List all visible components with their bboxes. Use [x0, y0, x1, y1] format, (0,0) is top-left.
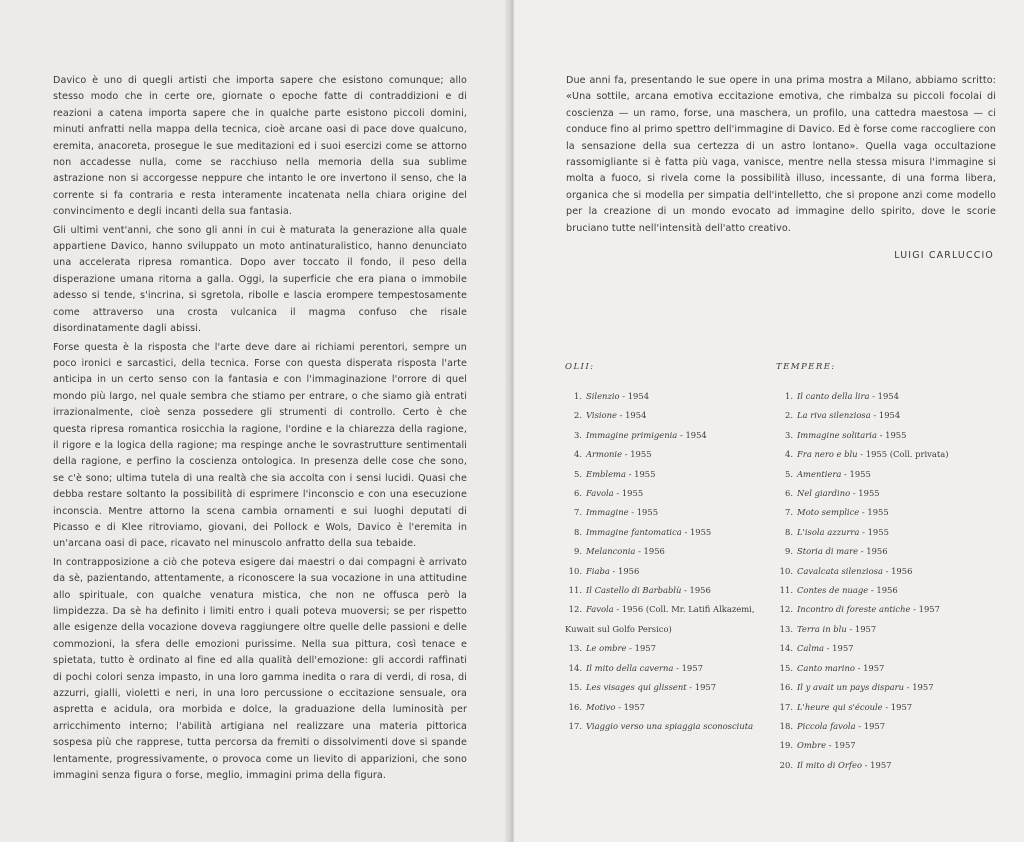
tempere-items	[776, 387, 1024, 775]
tempere-item-title: Il canto della lira	[797, 391, 870, 401]
tempere-item-title: Il y avait un pays disparu	[797, 682, 905, 693]
intro-text	[566, 73, 996, 237]
oli-item-number: 14.	[568, 662, 582, 673]
oli-item	[565, 678, 770, 697]
oli-item-details: - 1956 (Coll. Mr. Latifi Alkazemi, Kuwait sul Golfo Persico)	[565, 604, 755, 634]
oli-list	[565, 362, 770, 736]
tempere-item	[776, 698, 1024, 717]
tempere-item-title: Canto marino	[797, 662, 855, 673]
essay-paragraph-2: Gli ultimi vent'anni, che sono gli anni in cui è maturata la generazione alla quale appartiene Davico, hanno sviluppato un moto antinaturalistico, hanno denunciato una accelerata ripresa romantica. Dopo aver toccato il fondo, il peso della disperazione umana ritorna a galla. Oggi, la superficie che era piana o immobile adesso si tende, s'incrina, si sgretola, ribolle e lascia erompere tempestosamente come attraverso una crosta vulcanica il magma confuso che risale disordinatamente dagli abissi.	[53, 224, 467, 335]
oli-item	[565, 523, 770, 542]
oli-item-details: - 1955	[622, 449, 652, 460]
tempere-item-details: - 1955	[859, 507, 889, 518]
oli-item	[565, 387, 770, 406]
tempere-item	[776, 445, 1024, 464]
oli-item-number: 9.	[574, 546, 582, 557]
tempere-item	[776, 600, 1024, 619]
oli-item-number: 1.	[574, 391, 582, 401]
oli-item-number: 6.	[574, 488, 582, 499]
oli-item-details: - 1956	[635, 546, 665, 557]
tempere-item-title: Piccola favola	[797, 720, 856, 731]
tempere-item-details: - 1955	[850, 488, 880, 499]
oli-item	[565, 406, 770, 425]
tempere-item-number: 1.	[785, 391, 793, 401]
tempere-item-details: - 1956	[868, 585, 898, 596]
tempere-item	[776, 426, 1024, 445]
tempere-item-number: 13.	[779, 623, 793, 634]
intro-paragraph: Due anni fa, presentando le sue opere in una prima mostra a Milano, abbiamo scritto: «Una sottile, arcana emotiva eccitazione emotiva, che rimbalza su piccoli focolai di coscienza — un ramo, forse, una maschera, un profilo, una cattedra maestosa — ci conduce fino al primo spettro dell'immagine di Davico. Ed è forse come raccogliere con la sensazione della sua certezza di un astro lontano». Quella vaga occultazione rassomigliante si è fatta più vaga, vanisce, mentre nella stessa misura l'immagine si molta a fuoco, si rivela come la possibilità illuso, incessante, di una forma libera, organica che si modella per simpatia dell'intelletto, che si propone anzi come modello per la creazione di un mondo evocato ad immagine dello spirito, dove le scorie bruciano tutte nell'intensità dell'atto creativo.	[566, 75, 996, 234]
tempere-item-title: Storia di mare	[797, 546, 859, 557]
tempere-item	[776, 465, 1024, 484]
tempere-item-title: Moto semplice	[797, 507, 860, 518]
oli-item-title: Emblema	[586, 468, 626, 479]
tempere-item-number: 6.	[785, 488, 793, 499]
tempere-item-number: 2.	[785, 410, 793, 421]
tempere-item-title: Cavalcata silenziosa	[797, 565, 883, 576]
author-signature: LUIGI CARLUCCIO	[894, 250, 994, 261]
tempere-item-title: Contes de nuage	[797, 585, 869, 596]
tempere-item-details: - 1957	[910, 604, 940, 615]
oli-item-title: Melanconia	[586, 546, 636, 557]
oli-item-title: Le ombre	[586, 643, 627, 654]
tempere-item-number: 4.	[785, 449, 793, 460]
tempere-item	[776, 620, 1024, 639]
oli-item-details: - 1955	[613, 488, 644, 499]
tempere-item	[776, 678, 1024, 697]
tempere-item-number: 12.	[779, 604, 793, 615]
oli-item-number: 7.	[574, 507, 582, 518]
tempere-item-number: 14.	[779, 643, 793, 654]
tempere-heading: TEMPERE:	[776, 362, 836, 372]
tempere-item-number: 11.	[779, 585, 793, 596]
tempere-item	[776, 562, 1024, 581]
oli-item-details: - 1957	[686, 682, 717, 693]
tempere-list	[776, 362, 1024, 775]
tempere-item-number: 17.	[779, 701, 793, 712]
oli-item-details: - 1957	[615, 701, 645, 712]
oli-item-title: Silenzio	[586, 391, 620, 401]
oli-item-number: 4.	[574, 449, 582, 460]
tempere-item-details: - 1955 (Coll. privata)	[857, 449, 949, 460]
oli-item-title: Favola	[586, 488, 614, 499]
tempere-item	[776, 523, 1024, 542]
essay-paragraph-4: In contrapposizione a ciò che poteva esigere dai maestri o dai compagni è arrivato da sè, pazientando, attentamente, a riconoscere la sua vocazione in una attitudine allo spirituale, con qualche venatura mistica, che non ne offusca però la limpidezza. Da sè ha definito i limiti entro i quali poteva muoversi; se per rispetto alle esigenze della vocazione doveva raggiungere oltre quelle delle passioni e delle commozioni, la sfera delle emozioni purissime. Nella sua pittura, così tenace e spietata, tutto è ordinato al fine ed alla qualità dell'emozione: gli accordi raffinati di pochi colori senza impasto, in una loro gamma inedita o rara di verdi, di rosa, di azzurri, gialli, violetti e neri, in una loro percussione o eccitazione sensuale, ora aspretta e acidula, ora morbida e dolce, la graduazione della luminosità per arricchimento interno; l'abilità artigiana nel realizzare una materia pittorica sospesa più che rapprese, tutta percorsa da fremiti o dissolvimenti dove si spande lentamente, progressivamente, o provoca come un lievito di apparizioni, che sono immagini senza figura o forse, meglio, immagini prima della figura.	[53, 556, 467, 782]
essay-text	[53, 73, 467, 786]
essay-paragraph-1: Davico è uno di quegli artisti che importa sapere che esistono comunque; allo stesso modo che in certe ore, giornate o epoche fatte di contraddizioni e di reazioni a catena importa sapere che in qualche parte esistono piccoli domini, minuti anfratti nella mappa della tecnica, cioè arcane oasi di pace dove qualcuno, eremita, anacoreta, prosegue le sue meditazioni ed i suoi esercizi come se attorno non accadesse nulla, come se racchiuso nella memoria della sua sublime astrazione non si accorgesse neppure che intanto le ore invertono il senso, che la corrente si fa contraria e resta interamente incatenata nella chiara origine del convincimento e degli incanti della sua fantasia.	[53, 75, 467, 218]
oli-item-details: - 1954	[677, 429, 707, 440]
tempere-item-title: Terra in blu	[797, 623, 847, 634]
tempere-item-title: Fra nero e blu	[797, 449, 858, 460]
oli-item-title: Visione	[586, 410, 617, 421]
oli-item-details: - 1957	[673, 662, 703, 673]
oli-item-title: Les visages qui glissent	[586, 682, 687, 693]
oli-item	[565, 426, 770, 445]
oli-item	[565, 717, 770, 736]
oli-item-details: - 1955	[628, 507, 659, 518]
tempere-item-title: Il mito di Orfeo	[797, 759, 863, 770]
tempere-item-details: - 1955	[876, 429, 907, 440]
tempere-item-details: - 1957	[904, 682, 934, 693]
tempere-item-details: - 1955	[859, 526, 889, 537]
tempere-item-number: 3.	[785, 429, 793, 440]
tempere-item-details: - 1957	[862, 759, 892, 770]
oli-item	[565, 542, 770, 561]
tempere-item	[776, 503, 1024, 522]
oli-item-number: 5.	[574, 468, 582, 479]
tempere-item-details: - 1955	[841, 468, 871, 479]
oli-item	[565, 659, 770, 678]
tempere-item-title: Nel giardino	[797, 488, 851, 499]
right-page	[514, 0, 1024, 842]
tempere-item-details: - 1957	[824, 643, 854, 654]
oli-item-details: - 1954	[616, 410, 647, 421]
oli-item-number: 8.	[574, 526, 582, 537]
tempere-item	[776, 659, 1024, 678]
tempere-item-details: - 1954	[869, 391, 899, 401]
oli-item-number: 13.	[568, 643, 582, 654]
oli-item-title: Il Castello di Barbablù	[586, 585, 682, 596]
oli-item	[565, 600, 770, 639]
oli-item-number: 3.	[574, 429, 582, 440]
oli-item-details: - 1955	[626, 468, 656, 479]
tempere-item-details: - 1957	[854, 662, 885, 673]
oli-item	[565, 581, 770, 600]
oli-item-number: 16.	[568, 701, 582, 712]
tempere-item-title: Amentiera	[797, 468, 842, 479]
tempere-item-title: La riva silenziosa	[797, 410, 871, 421]
oli-item	[565, 562, 770, 581]
essay-paragraph-3: Forse questa è la risposta che l'arte deve dare ai richiami perentori, sempre un poco ironici e sarcastici, della tecnica. Forse con questa disperata risposta l'arte anticipa in un certo senso con la fantasia e con l'immaginazione l'orrore di quel mondo più largo, nel quale sembra che stiamo per entrare, o che siamo già entrati irrazionalmente, cioè senza possedere gli strumenti di controllo. Certo è che questa ripresa romantica rosicchia la ragione, l'ordine e la chiarezza della ragione, il rigore e la logica della ragione; ma respinge anche le sovrastrutture sentimentali della ragione, e perfino la coscienza ontologica. In presenza delle cose che sono, se c'è sono; ultima tutela di una realtà che sia accolta con i sensi lucidi. Quasi che debba restare soltanto la possibilità di esprimere l'inconscio e con una esecuzione inconscia. Mentre attorno la scena cambia ornamenti e sui luoghi deputati di Picasso e di Klee ritroviamo, giovani, dei Pollock e Wols, Davico è l'eremita in un'arcana oasi di pace, ricavato nel minuscolo anfratto della sua tebaide.	[53, 341, 467, 550]
tempere-item-number: 5.	[785, 468, 793, 479]
tempere-item-number: 10.	[779, 565, 793, 576]
oli-item	[565, 503, 770, 522]
tempere-item-title: L'heure qui s'écoule	[797, 701, 883, 712]
oli-item	[565, 445, 770, 464]
tempere-item-details: - 1957	[855, 720, 886, 731]
oli-item-title: Armonie	[586, 449, 623, 460]
oli-item-title: Immagine fantomatica	[586, 526, 682, 537]
tempere-item	[776, 736, 1024, 755]
tempere-item-number: 16.	[779, 682, 793, 693]
oli-item-number: 15.	[568, 682, 582, 693]
tempere-item-details: - 1956	[882, 565, 913, 576]
oli-item	[565, 698, 770, 717]
oli-item-title: Motivo	[586, 701, 616, 712]
tempere-item-number: 19.	[779, 740, 793, 751]
oli-item	[565, 639, 770, 658]
tempere-item-title: Calma	[797, 643, 825, 654]
oli-item-title: Immagine	[586, 507, 629, 518]
tempere-item-number: 15.	[779, 662, 793, 673]
oli-item-title: Favola	[586, 604, 614, 615]
oli-item-details: - 1955	[681, 526, 712, 537]
tempere-item-number: 18.	[779, 720, 793, 731]
oli-items	[565, 387, 770, 736]
tempere-item-details: - 1957	[882, 701, 913, 712]
tempere-item	[776, 717, 1024, 736]
tempere-item	[776, 581, 1024, 600]
oli-item-title: Viaggio verso una spiaggia sconosciuta	[586, 720, 754, 731]
tempere-item-title: L'isola azzurra	[797, 526, 860, 537]
tempere-item	[776, 484, 1024, 503]
oli-item-details: - 1956	[609, 565, 640, 576]
tempere-item-details: - 1954	[870, 410, 901, 421]
oli-item-details: - 1957	[626, 643, 656, 654]
oli-item-details: - 1956	[681, 585, 711, 596]
tempere-item-title: Immagine solitaria	[797, 429, 877, 440]
tempere-item-details: - 1957	[846, 623, 877, 634]
oli-item-number: 11.	[568, 585, 582, 596]
tempere-item-details: - 1956	[858, 546, 888, 557]
oli-item-title: Il mito della caverna	[586, 662, 674, 673]
oli-item-number: 10.	[568, 565, 582, 576]
oli-item-title: Immagine primigenia	[586, 429, 678, 440]
tempere-item-details: - 1957	[826, 740, 856, 751]
oli-item-title: Fiaba	[586, 565, 610, 576]
oli-heading: OLII:	[565, 362, 595, 372]
tempere-item	[776, 639, 1024, 658]
tempere-item-title: Ombre	[797, 740, 827, 751]
tempere-item-number: 9.	[785, 546, 793, 557]
tempere-item-title: Incontro di foreste antiche	[797, 604, 911, 615]
oli-item-number: 2.	[574, 410, 582, 421]
oli-item	[565, 484, 770, 503]
tempere-item-number: 7.	[785, 507, 793, 518]
oli-item-number: 12.	[568, 604, 582, 615]
oli-item-details: - 1954	[619, 391, 650, 401]
tempere-item-number: 8.	[785, 526, 793, 537]
oli-item	[565, 465, 770, 484]
tempere-item	[776, 387, 1024, 406]
tempere-item-number: 20.	[779, 759, 793, 770]
tempere-item	[776, 756, 1024, 775]
tempere-item	[776, 542, 1024, 561]
oli-item-number: 17.	[568, 720, 582, 731]
tempere-item	[776, 406, 1024, 425]
